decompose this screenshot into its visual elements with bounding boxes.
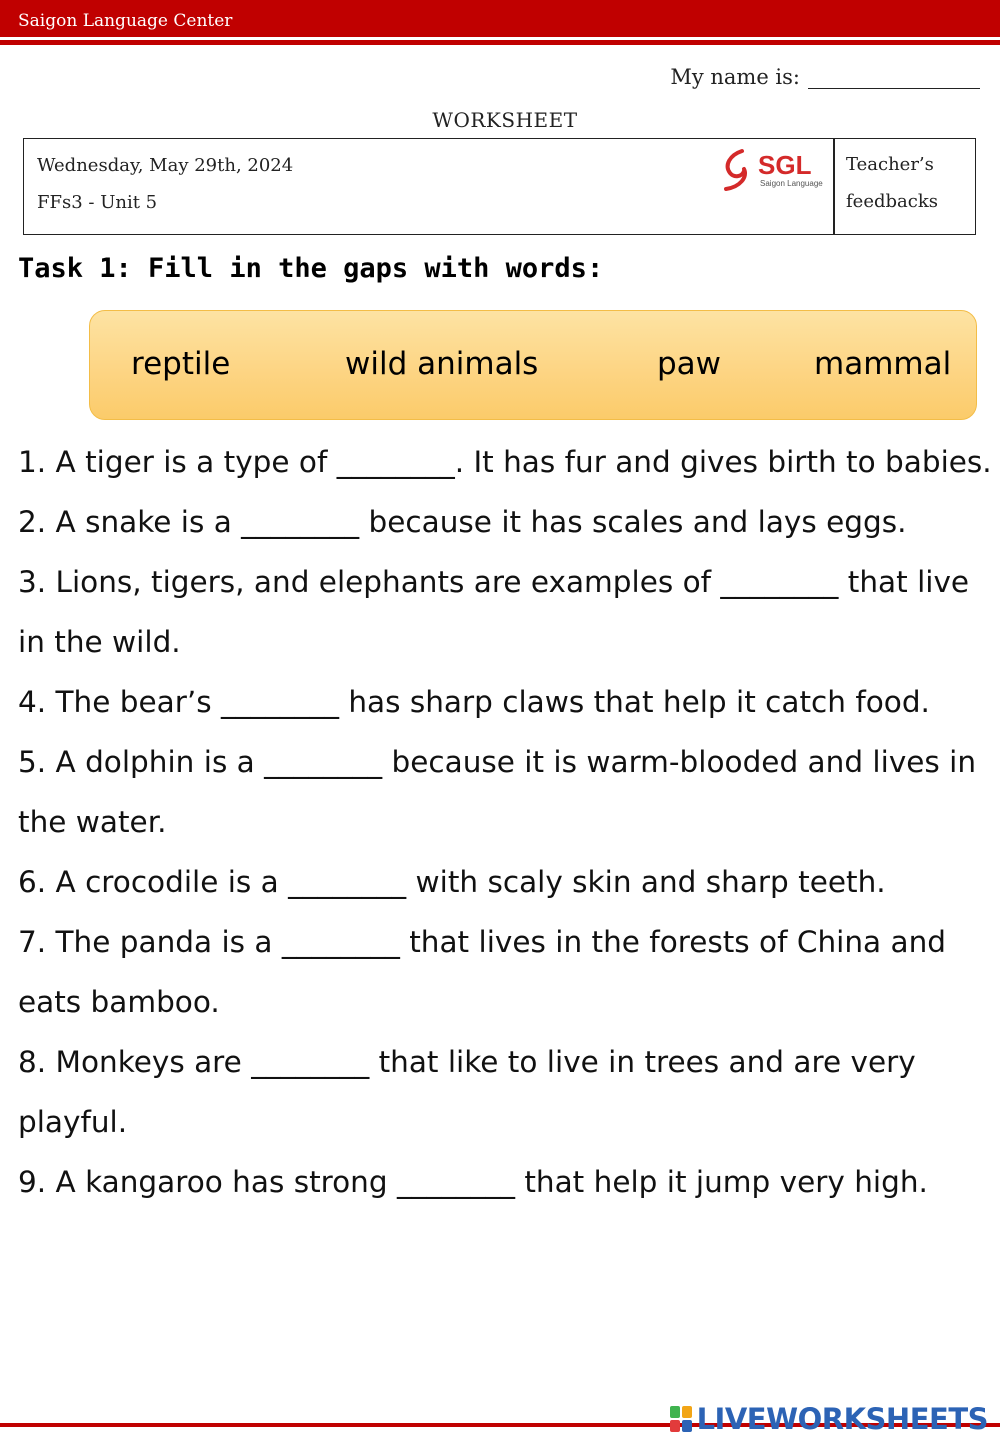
center-name: Saigon Language Center — [18, 11, 233, 31]
word-bank-item: wild animals — [345, 346, 539, 382]
question-list — [18, 432, 998, 1212]
word-bank-item: mammal — [814, 346, 952, 382]
info-box — [23, 138, 976, 235]
question-item[interactable]: 1. A tiger is a type of ________. It has fur and gives birth to babies. — [18, 445, 992, 479]
worksheet-title: WORKSHEET — [432, 108, 578, 132]
header-rule — [0, 40, 1000, 45]
lesson-unit: FFs3 - Unit 5 — [37, 192, 158, 213]
liveworksheets-logo-icon — [669, 1405, 693, 1433]
logo-subtext: Saigon Language — [760, 179, 823, 188]
header-bar — [0, 0, 1000, 37]
word-bank-item: reptile — [131, 346, 231, 382]
liveworksheets-brand[interactable] — [669, 1402, 988, 1436]
lesson-date: Wednesday, May 29th, 2024 — [37, 155, 294, 176]
feedback-label-line1: Teacher’s — [846, 154, 934, 175]
name-label: My name is: — [670, 65, 800, 89]
name-row — [670, 64, 980, 89]
question-item[interactable]: 8. Monkeys are ________ that like to live in trees and are very playful. — [18, 1045, 916, 1139]
info-divider — [833, 139, 835, 234]
task-heading: Task 1: Fill in the gaps with words: — [18, 253, 604, 284]
question-item[interactable]: 6. A crocodile is a ________ with scaly skin and sharp teeth. — [18, 865, 886, 899]
question-item[interactable]: 7. The panda is a ________ that lives in the forests of China and eats bamboo. — [18, 925, 947, 1019]
feedback-label-line2: feedbacks — [846, 191, 938, 212]
word-bank — [89, 310, 977, 420]
logo-text: SGL — [758, 150, 812, 180]
name-input-line[interactable] — [808, 64, 980, 89]
sgl-logo-icon — [720, 147, 830, 193]
question-item[interactable]: 5. A dolphin is a ________ because it is warm-blooded and lives in the water. — [18, 745, 977, 839]
word-bank-item: paw — [657, 346, 722, 382]
question-item[interactable]: 4. The bear’s ________ has sharp claws that help it catch food. — [18, 685, 930, 719]
question-item[interactable]: 3. Lions, tigers, and elephants are examples of ________ that live in the wild. — [18, 565, 970, 659]
teacher-feedback-cell — [846, 146, 971, 220]
question-item[interactable]: 9. A kangaroo has strong ________ that help it jump very high. — [18, 1165, 928, 1199]
liveworksheets-wordmark: LIVEWORKSHEETS — [696, 1402, 988, 1436]
question-item[interactable]: 2. A snake is a ________ because it has scales and lays eggs. — [18, 505, 907, 539]
